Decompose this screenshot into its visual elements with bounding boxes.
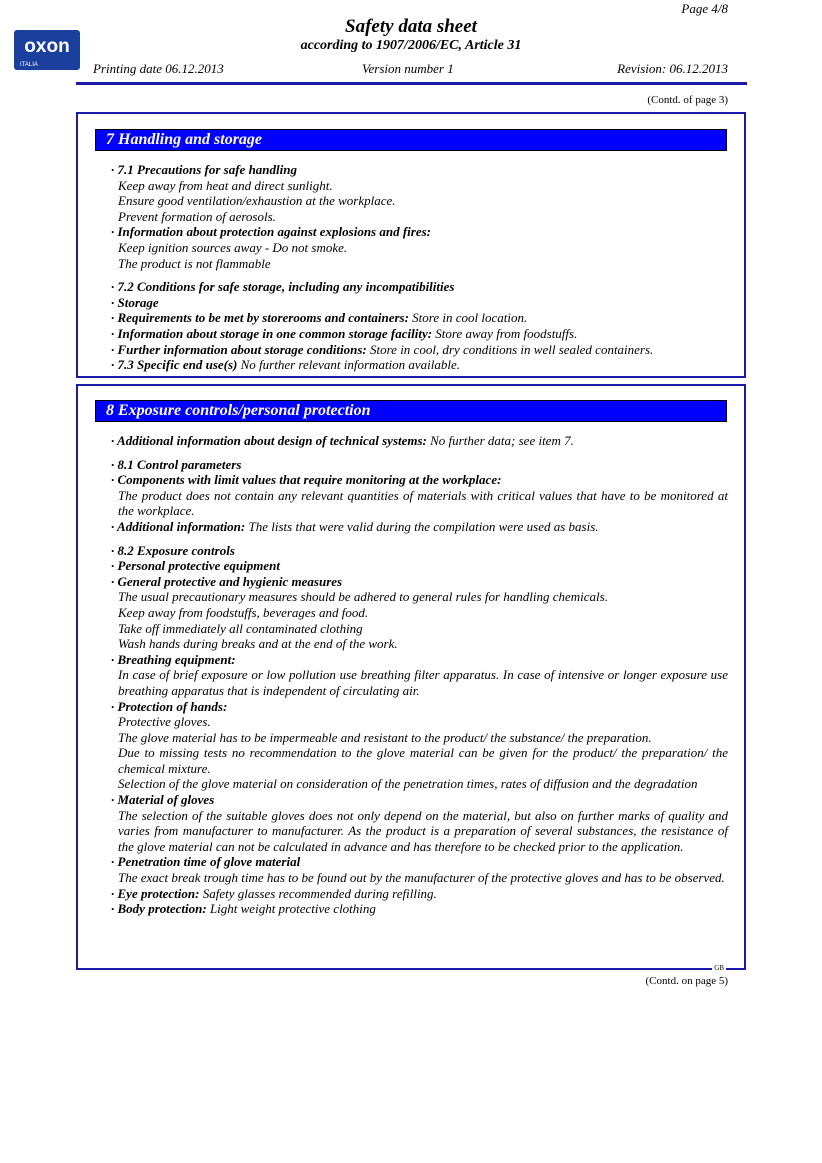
common-storage-line: · Information about storage in one common storage facility: Store away from foodstuffs. — [111, 325, 578, 341]
logo-text: oxon — [24, 36, 70, 57]
hygienic-measures-heading: · General protective and hygienic measures — [111, 573, 343, 589]
precaution-line: Keep away from heat and direct sunlight. — [118, 177, 333, 193]
fire-protection-heading: · Information about protection against explosions and fires: — [111, 224, 431, 240]
section-8-title: 8 Exposure controls/personal protection — [95, 400, 727, 422]
control-parameters-heading: · 8.1 Control parameters — [111, 456, 242, 472]
eye-protection-line: · Eye protection: Safety glasses recommended during refilling. — [111, 885, 437, 901]
page-number: Page 4/8 — [681, 1, 728, 16]
components-heading: · Components with limit values that require monitoring at the workplace: — [111, 472, 502, 488]
further-storage-line: · Further information about storage conditions: Store in cool, dry conditions in well sealed containers. — [111, 341, 654, 357]
requirements-line: · Requirements to be met by storerooms and containers: Store in cool location. — [111, 310, 528, 326]
additional-info-line: · Additional information: The lists that were valid during the compilation were used as basis. — [111, 518, 599, 534]
breathing-equipment-text: In case of brief exposure or low pollution use breathing filter apparatus. In case of intensive or longer exposure use breathing apparatus that is independent of circulating air. — [118, 667, 728, 698]
hand-protection-heading: · Protection of hands: — [111, 698, 228, 714]
precautions-heading: · 7.1 Precautions for safe handling — [111, 162, 297, 177]
revision-date: Revision: 06.12.2013 — [617, 61, 728, 76]
hand-protection-line: The glove material has to be impermeable and resistant to the product/ the substance/ the preparation. — [118, 729, 652, 745]
section-7-box — [76, 112, 746, 378]
document-title: Safety data sheet — [345, 16, 477, 37]
fire-protection-line: The product is not flammable — [118, 255, 271, 271]
continued-from: (Contd. of page 3) — [647, 94, 728, 106]
components-text: The product does not contain any relevant quantities of materials with critical values that have to be monitored at the workplace. — [118, 487, 728, 519]
storage-conditions-heading: · 7.2 Conditions for safe storage, including any incompatibilities — [111, 279, 455, 295]
hand-protection-line: Selection of the glove material on consideration of the penetration times, rates of diffusion and the degradation — [118, 776, 698, 792]
glove-material-text: The selection of the suitable gloves does not only depend on the material, but also on further marks of quality and varies from manufacturer to manufacturer. As the product is a preparation of several substances, the resistance of the glove material can not be calculated in advance and has therefore to be checked prior to the application. — [118, 807, 728, 854]
exposure-controls-heading: · 8.2 Exposure controls — [111, 542, 235, 558]
hygienic-measure-line: Keep away from foodstuffs, beverages and food. — [118, 604, 369, 620]
logo-subtext: ITALIA — [20, 62, 38, 68]
hygienic-measure-line: Wash hands during breaks and at the end of the work. — [118, 636, 398, 652]
printing-date: Printing date 06.12.2013 — [93, 61, 224, 76]
hygienic-measure-line: Take off immediately all contaminated clothing — [118, 620, 363, 636]
penetration-time-heading: · Penetration time of glove material — [111, 854, 301, 870]
country-tag: GB — [714, 964, 724, 972]
version-number: Version number 1 — [362, 61, 454, 76]
fire-protection-line: Keep ignition sources away - Do not smoke. — [118, 239, 348, 255]
hand-protection-line: Due to missing tests no recommendation to the glove material can be given for the product/ the preparation/ the chemical mixture. — [118, 745, 728, 776]
specific-end-use-line: · 7.3 Specific end use(s) No further relevant information available. — [111, 357, 461, 373]
design-info-line: · Additional information about design of technical systems: No further data; see item 7. — [111, 433, 574, 448]
penetration-time-text: The exact break trough time has to be found out by the manufacturer of the protective gloves and has to be observed. — [118, 870, 725, 886]
section-7-title: 7 Handling and storage — [95, 129, 727, 151]
hand-protection-line: Protective gloves. — [118, 714, 211, 730]
document-subtitle: according to 1907/2006/EC, Article 31 — [300, 38, 522, 53]
glove-material-heading: · Material of gloves — [111, 792, 215, 808]
continued-on: (Contd. on page 5) — [645, 975, 728, 987]
ppe-heading: · Personal protective equipment — [111, 558, 280, 574]
section-7-content — [111, 162, 728, 373]
section-8-box — [76, 384, 746, 970]
precaution-line: Ensure good ventilation/exhaustion at the workplace. — [118, 193, 396, 209]
header-divider — [76, 82, 747, 85]
precaution-line: Prevent formation of aerosols. — [118, 208, 276, 224]
section-8-content — [111, 433, 728, 917]
hygienic-measure-line: The usual precautionary measures should be adhered to general rules for handling chemicals. — [118, 589, 608, 605]
breathing-equipment-heading: · Breathing equipment: — [111, 651, 236, 667]
storage-heading: · Storage — [111, 294, 159, 310]
body-protection-line: · Body protection: Light weight protective clothing — [111, 901, 376, 917]
